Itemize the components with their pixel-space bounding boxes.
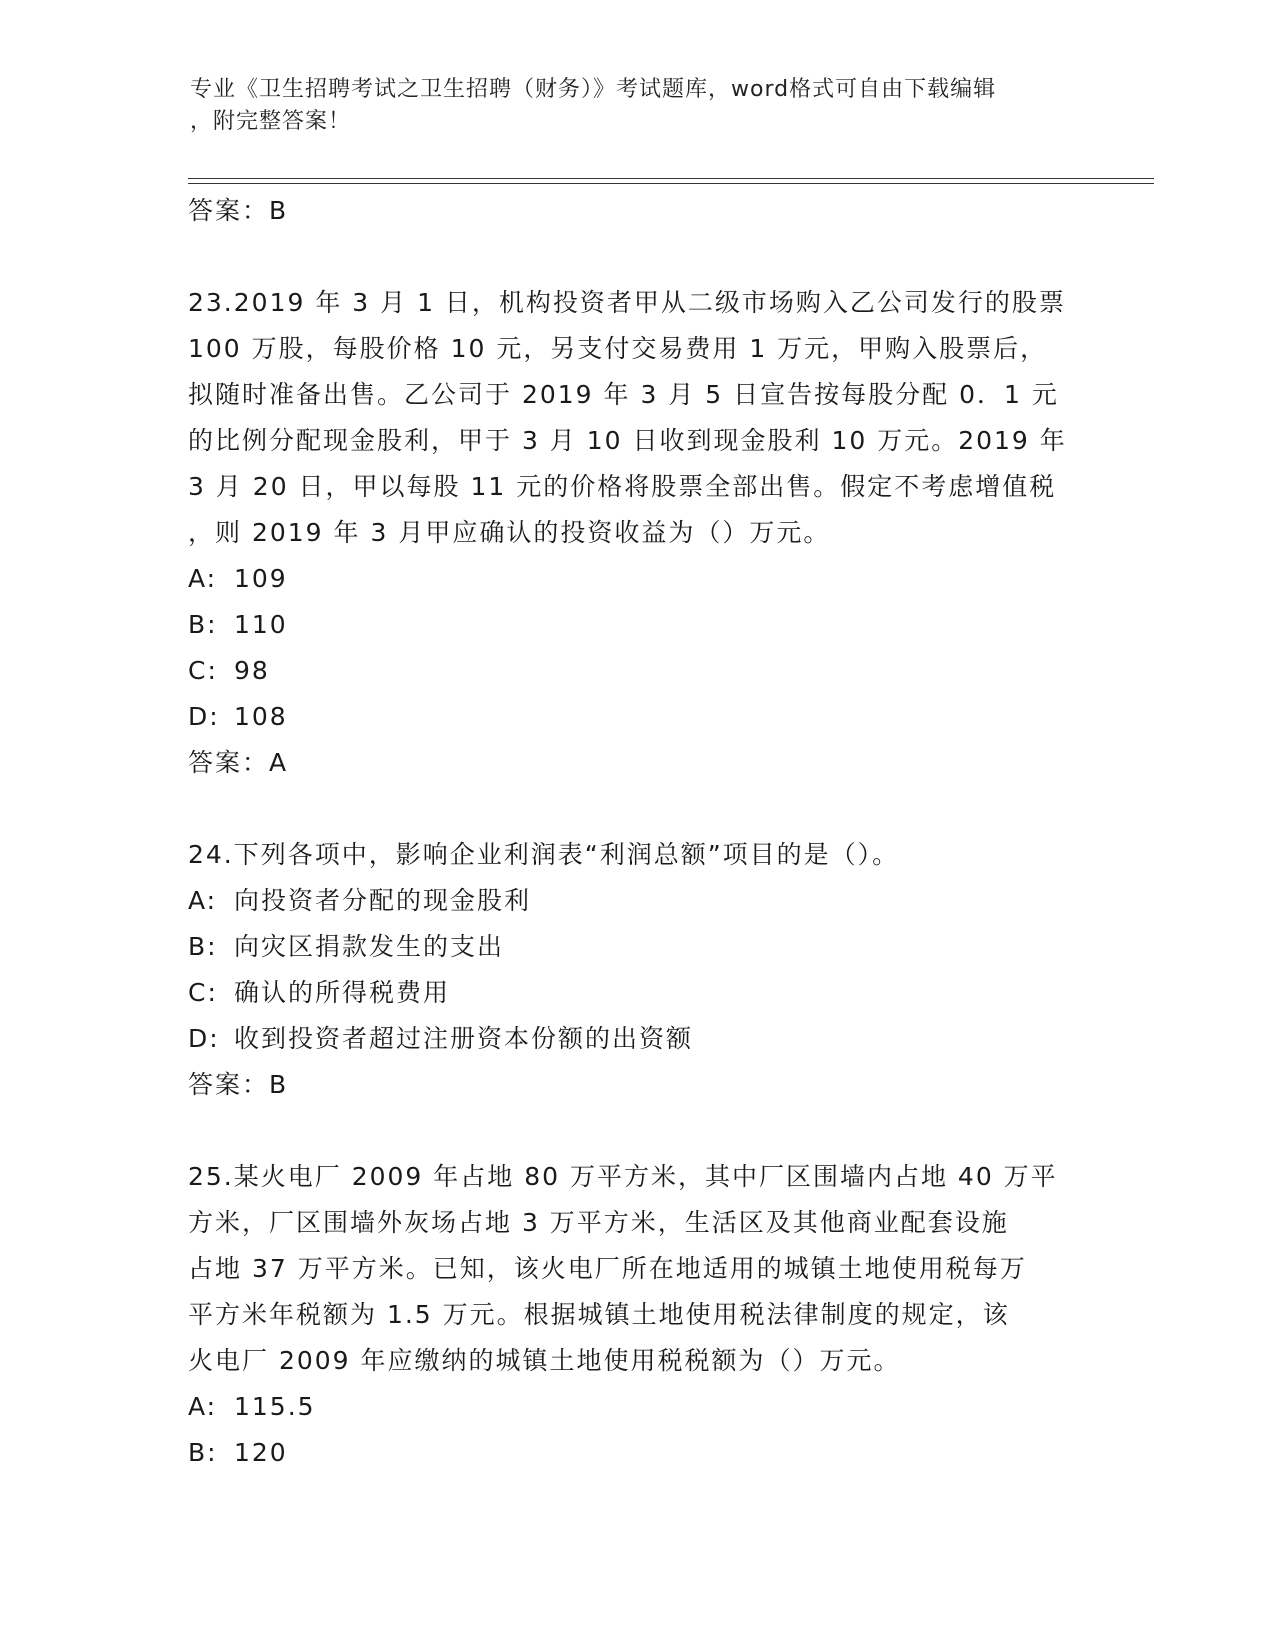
question-24 [188,832,1088,1108]
option-letter: C: [188,656,218,685]
question-23-line: 100 万股，每股价格 10 元，另支付交易费用 1 万元，甲购入股票后， [188,334,1048,363]
question-23-option-a [188,556,1088,602]
option-letter: D: [188,1024,220,1053]
question-25-line: 平方米年税额为 1.5 万元。根据城镇土地使用税法律制度的规定，该 [188,1300,1010,1329]
option-letter: C: [188,978,218,1007]
option-text: 109 [234,564,288,593]
option-letter: B: [188,610,218,639]
option-letter: B: [188,932,218,961]
question-25-line: 火电厂 2009 年应缴纳的城镇土地使用税税额为（）万元。 [188,1346,901,1375]
question-23-option-b [188,602,1088,648]
option-letter: A: [188,564,218,593]
option-letter: A: [188,1392,218,1421]
spacer [188,786,1088,832]
question-25 [188,1154,1088,1476]
question-25-option-b [188,1430,1088,1476]
question-25-line: 占地 37 万平方米。已知，该火电厂所在地适用的城镇土地使用税每万 [188,1254,1027,1283]
answer-previous: 答案：B [188,196,289,225]
header-line-1: 专业《卫生招聘考试之卫生招聘（财务）》考试题库，word格式可自由下载编辑 [190,77,997,102]
option-letter: B: [188,1438,218,1467]
question-25-line: 25.某火电厂 2009 年占地 80 万平方米，其中厂区围墙内占地 40 万平 [188,1162,1058,1191]
option-text: 确认的所得税费用 [234,978,451,1007]
option-text: 收到投资者超过注册资本份额的出资额 [234,1024,694,1053]
question-24-option-a [188,878,1088,924]
question-23-answer: 答案：A [188,748,289,777]
option-text: 108 [234,702,288,731]
question-24-answer: 答案：B [188,1070,289,1099]
document-body [188,188,1088,1476]
question-24-option-b [188,924,1088,970]
header-double-rule [188,178,1154,184]
option-letter: D: [188,702,220,731]
question-23-option-d [188,694,1088,740]
question-23-line: 23.2019 年 3 月 1 日，机构投资者甲从二级市场购入乙公司发行的股票 [188,288,1066,317]
question-23-line: 3 月 20 日，甲以每股 11 元的价格将股票全部出售。假定不考虑增值税 [188,472,1057,501]
option-text: 向投资者分配的现金股利 [234,886,532,915]
option-text: 120 [234,1438,288,1467]
option-text: 110 [234,610,288,639]
question-24-option-d [188,1016,1088,1062]
spacer [188,234,1088,280]
option-text: 98 [234,656,270,685]
question-25-line: 方米，厂区围墙外灰场占地 3 万平方米，生活区及其他商业配套设施 [188,1208,1009,1237]
spacer [188,1108,1088,1154]
question-23-line: 拟随时准备出售。乙公司于 2019 年 3 月 5 日宣告按每股分配 0．1 元 [188,380,1059,409]
option-letter: A: [188,886,218,915]
option-text: 向灾区捐款发生的支出 [234,932,505,961]
option-text: 115.5 [234,1392,316,1421]
question-23-line: ，则 2019 年 3 月甲应确认的投资收益为（）万元。 [188,518,831,547]
header-line-2: ，附完整答案！ [190,109,352,134]
question-24-line: 24.下列各项中，影响企业利润表“利润总额”项目的是（）。 [188,840,900,869]
question-23-line: 的比例分配现金股利，甲于 3 月 10 日收到现金股利 10 万元。2019 年 [188,426,1067,455]
question-23 [188,280,1088,786]
document-header [190,74,1090,138]
question-23-option-c [188,648,1088,694]
question-25-option-a [188,1384,1088,1430]
question-24-option-c [188,970,1088,1016]
